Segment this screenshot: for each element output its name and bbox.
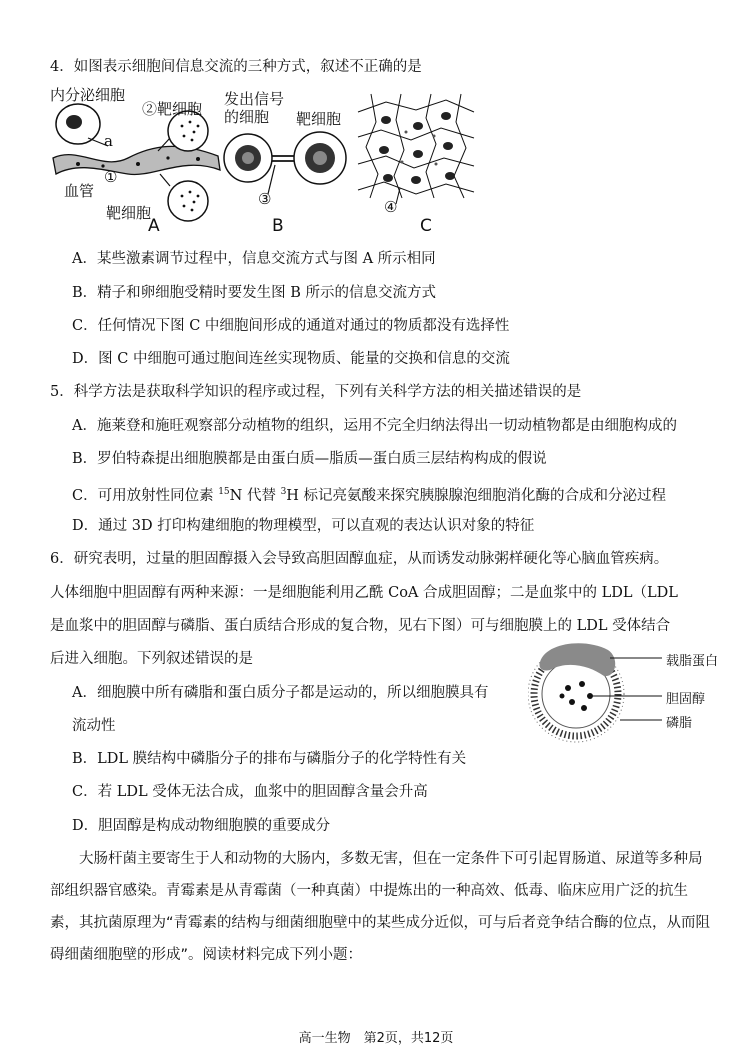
q6-stem-line-4: 后进入细胞。下列叙述错误的是	[50, 651, 253, 667]
figure-c	[356, 92, 476, 220]
ldl-cholesterol-label: 胆固醇	[666, 692, 706, 707]
figure-a-vessel-label: 血管	[64, 182, 95, 200]
reading-passage: 大肠杆菌主要寄生于人和动物的大肠内，多数无害，但在一定条件下可引起胃肠道、尿道等多种局部组织器官感染。青霉素是从青霉菌（一种真菌）中提炼出的一种高效、低毒、临床应用广泛的抗生素，其抗菌原理为“青霉素的结构与细菌细胞壁中的某些成分近似，可与后者竞争结合酶的位点，从而阻碍细菌细胞壁的形成”。阅读材料完成下列小题：	[50, 851, 711, 963]
figure-b-signal-label-2: 的细胞	[224, 108, 270, 126]
q5-option-c-part1: C．可用放射性同位素	[72, 487, 219, 504]
figure-a-circle1-label: ①	[104, 168, 118, 186]
ldl-protein-label: 载脂蛋白	[666, 654, 719, 669]
q5-stem: 5．科学方法是获取科学知识的程序或过程，下列有关科学方法的相关描述错误的是	[50, 384, 582, 400]
q6-option-a: A．细胞膜中所有磷脂和蛋白质分子都是运动的，所以细胞膜具有	[72, 685, 489, 701]
figure-c-circle4-label: ④	[384, 198, 398, 216]
q5-option-c-sup1: 15	[218, 487, 230, 497]
q6-option-d: D．胆固醇是构成动物细胞膜的重要成分	[72, 818, 331, 834]
q4-stem: 4．如图表示细胞间信息交流的三种方式，叙述不正确的是	[50, 59, 422, 75]
figure-c-letter: C	[420, 216, 432, 236]
q6-stem-line-3: 是血浆中的胆固醇与磷脂、蛋白质结合形成的复合物，见右下图）可与细胞膜上的 LDL 受体结合	[50, 618, 671, 634]
q6-option-b: B．LDL 膜结构中磷脂分子的排布与磷脂分子的化学特性有关	[72, 751, 467, 767]
figure-b-signal-label-1: 发出信号	[224, 90, 285, 108]
q6-option-c: C．若 LDL 受体无法合成，血浆中的胆固醇含量会升高	[72, 784, 428, 800]
q5-option-c	[72, 482, 666, 506]
q6-stem-line-1: 6．研究表明，过量的胆固醇摄入会导致高胆固醇血症，从而诱发动脉粥样硬化等心脑血管疾病。	[50, 551, 669, 567]
figure-b-circle3-label: ③	[258, 190, 272, 208]
q5-option-c-sup2: 3	[280, 487, 287, 497]
figure-a	[48, 86, 228, 236]
q5-option-a: A．施莱登和施旺观察部分动植物的组织，运用不完全归纳法得出一切动植物都是由细胞构成的	[72, 418, 677, 434]
ldl-phospholipid-label: 磷脂	[666, 716, 693, 731]
figure-a-letter: A	[148, 216, 160, 236]
ldl-figure	[528, 636, 718, 746]
q6-stem-line-2: 人体细胞中胆固醇有两种来源：一是细胞能利用乙酰 CoA 合成胆固醇；二是血浆中的 LDL（LDL	[50, 585, 678, 601]
page-footer: 高一生物 第2页，共12页	[298, 1031, 454, 1046]
q4-option-c: C．任何情况下图 C 中细胞间形成的通道对通过的物质都没有选择性	[72, 318, 510, 334]
figure-c-drawing	[356, 92, 476, 220]
figure-a-endocrine-label: 内分泌细胞	[50, 86, 126, 104]
q5-option-d: D．通过 3D 打印构建细胞的物理模型，可以直观的表达认识对象的特征	[72, 518, 535, 534]
figure-b-letter: B	[272, 216, 284, 236]
q6-option-a-continued: 流动性	[72, 718, 116, 734]
figure-a-target2-label: 靶细胞	[106, 204, 152, 222]
figure-b	[220, 90, 360, 220]
q5-option-c-part2: N 代替	[229, 487, 281, 504]
q4-option-b: B．精子和卵细胞受精时要发生图 B 所示的信息交流方式	[72, 285, 437, 301]
figure-a-target1-label: ②靶细胞	[142, 100, 203, 118]
q5-option-c-part3: H 标记亮氨酸来探究胰腺腺泡细胞消化酶的合成和分泌过程	[286, 487, 667, 504]
q4-option-d: D．图 C 中细胞可通过胞间连丝实现物质、能量的交换和信息的交流	[72, 351, 510, 367]
figure-a-mark-label: a	[104, 132, 113, 150]
q5-option-b: B．罗伯特森提出细胞膜都是由蛋白质—脂质—蛋白质三层结构构成的假说	[72, 451, 547, 467]
figure-b-target-label: 靶细胞	[296, 110, 342, 128]
q4-option-a: A．某些激素调节过程中，信息交流方式与图 A 所示相同	[72, 251, 436, 267]
